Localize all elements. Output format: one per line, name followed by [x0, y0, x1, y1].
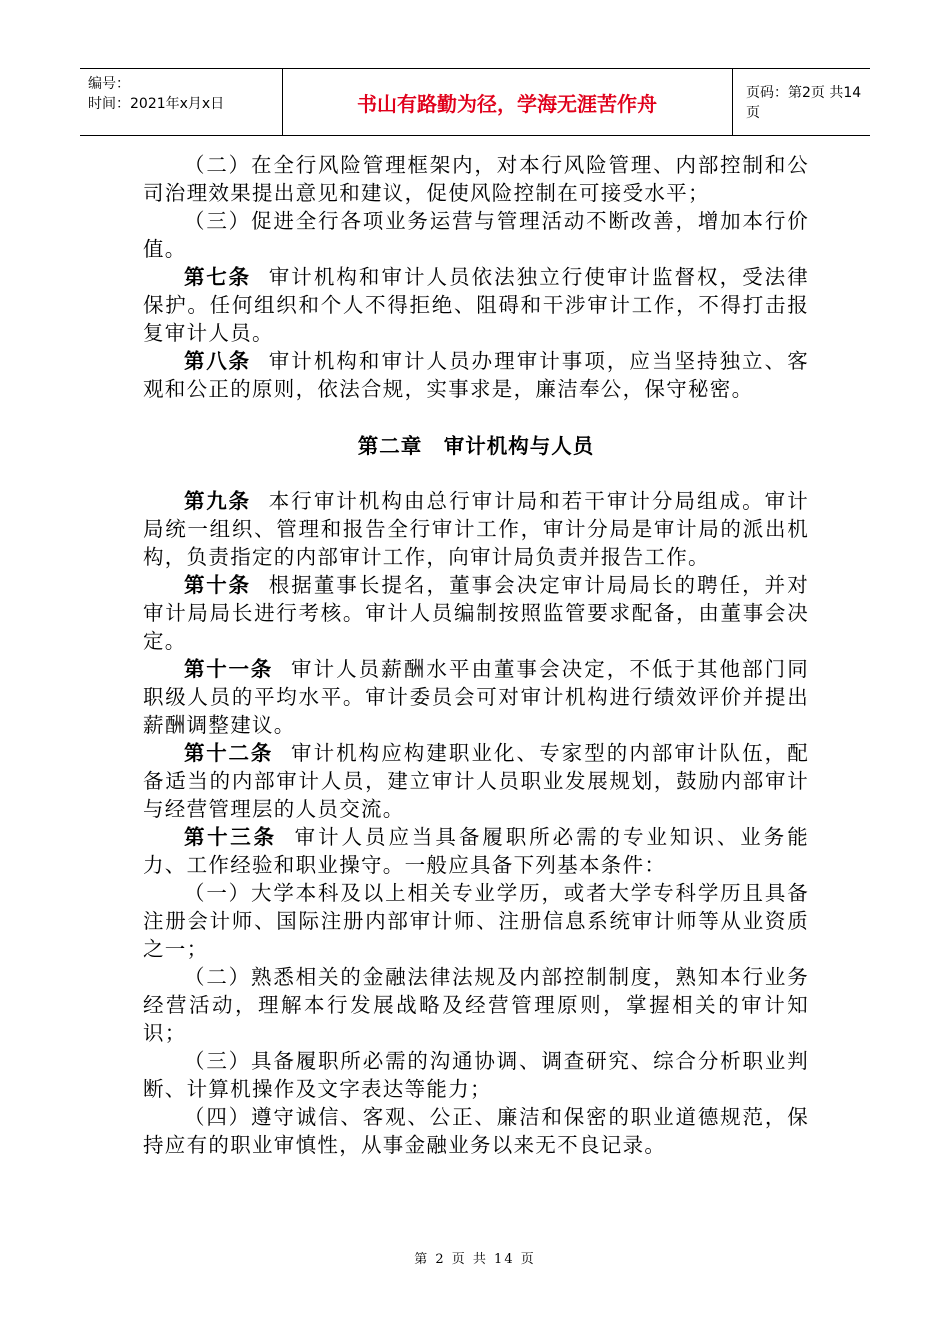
chapter-title: 第二章 审计机构与人员 — [357, 434, 595, 458]
article — [143, 571, 809, 655]
article-text: 根据董事长提名，董事会决定审计局局长的聘任，并对审计局局长进行考核。审计人员编制按照监管要求配备，由董事会决定。 — [143, 573, 810, 653]
article-number: 第七条 — [184, 265, 251, 289]
paragraph — [143, 963, 809, 1047]
serial-label: 编号： — [88, 76, 130, 92]
article — [143, 739, 809, 823]
paragraph — [143, 207, 809, 263]
header-motto: 书山有路勤为径，学海无涯苦作舟 — [282, 69, 733, 135]
article-text: 本行审计机构由总行审计局和若干审计分局组成。审计局统一组织、管理和报告全行审计工作，审计分局是审计局的派出机构，负责指定的内部审计工作，向审计局负责并报告工作。 — [143, 489, 810, 569]
header-meta — [80, 69, 283, 135]
article — [143, 263, 809, 347]
article — [143, 823, 809, 879]
paragraph — [143, 1047, 809, 1103]
paragraph-text: （二）在全行风险管理框架内，对本行风险管理、内部控制和公司治理效果提出意见和建议，促使风险控制在可接受水平； — [143, 153, 809, 205]
paragraph-text: （二）熟悉相关的金融法律法规及内部控制制度，熟知本行业务经营活动，理解本行发展战略及经营管理原则，掌握相关的审计知识； — [143, 965, 809, 1045]
article-text: 审计机构和审计人员办理审计事项，应当坚持独立、客观和公正的原则，依法合规，实事求是，廉洁奉公，保守秘密。 — [143, 349, 810, 401]
page-header — [80, 68, 870, 136]
paragraph-text: （一）大学本科及以上相关专业学历，或者大学专科学历且具备注册会计师、国际注册内部审计师、注册信息系统审计师等从业资质之一； — [143, 881, 809, 961]
paragraph-text: （四）遵守诚信、客观、公正、廉洁和保密的职业道德规范，保持应有的职业审慎性，从事金融业务以来无不良记录。 — [143, 1105, 809, 1157]
article — [143, 487, 809, 571]
paragraph-text: （三）具备履职所必需的沟通协调、调查研究、综合分析职业判断、计算机操作及文字表达等能力； — [143, 1049, 809, 1101]
article — [143, 347, 809, 403]
paragraph — [143, 879, 809, 963]
time-label: 时间：2021年x月x日 — [88, 96, 225, 112]
paragraph-text: （三）促进全行各项业务运营与管理活动不断改善，增加本行价值。 — [143, 209, 809, 261]
article — [143, 655, 809, 739]
article-number: 第十条 — [184, 573, 251, 597]
header-page-info: 页码：第2页 共14页 — [746, 85, 862, 121]
article-number: 第十一条 — [184, 657, 274, 681]
article-text: 审计人员应当具备履职所必需的专业知识、业务能力、工作经验和职业操守。一般应具备下列基本条件： — [143, 825, 809, 877]
article-text: 审计人员薪酬水平由董事会决定，不低于其他部门同职级人员的平均水平。审计委员会可对审计机构进行绩效评价并提出薪酬调整建议。 — [143, 657, 809, 737]
article-text: 审计机构应构建职业化、专家型的内部审计队伍，配备适当的内部审计人员，建立审计人员职业发展规划，鼓励内部审计与经营管理层的人员交流。 — [143, 741, 809, 821]
paragraph — [143, 1103, 809, 1159]
page-footer: 第 2 页 共 14 页 — [414, 1252, 536, 1267]
article-number: 第十二条 — [184, 741, 274, 765]
article-number: 第八条 — [184, 349, 251, 373]
article-number: 第九条 — [184, 489, 251, 513]
paragraph — [143, 151, 809, 207]
document-body — [143, 151, 809, 1159]
article-text: 审计机构和审计人员依法独立行使审计监督权，受法律保护。任何组织和个人不得拒绝、阻碍和干涉审计工作，不得打击报复审计人员。 — [143, 265, 810, 345]
article-number: 第十三条 — [184, 825, 277, 849]
